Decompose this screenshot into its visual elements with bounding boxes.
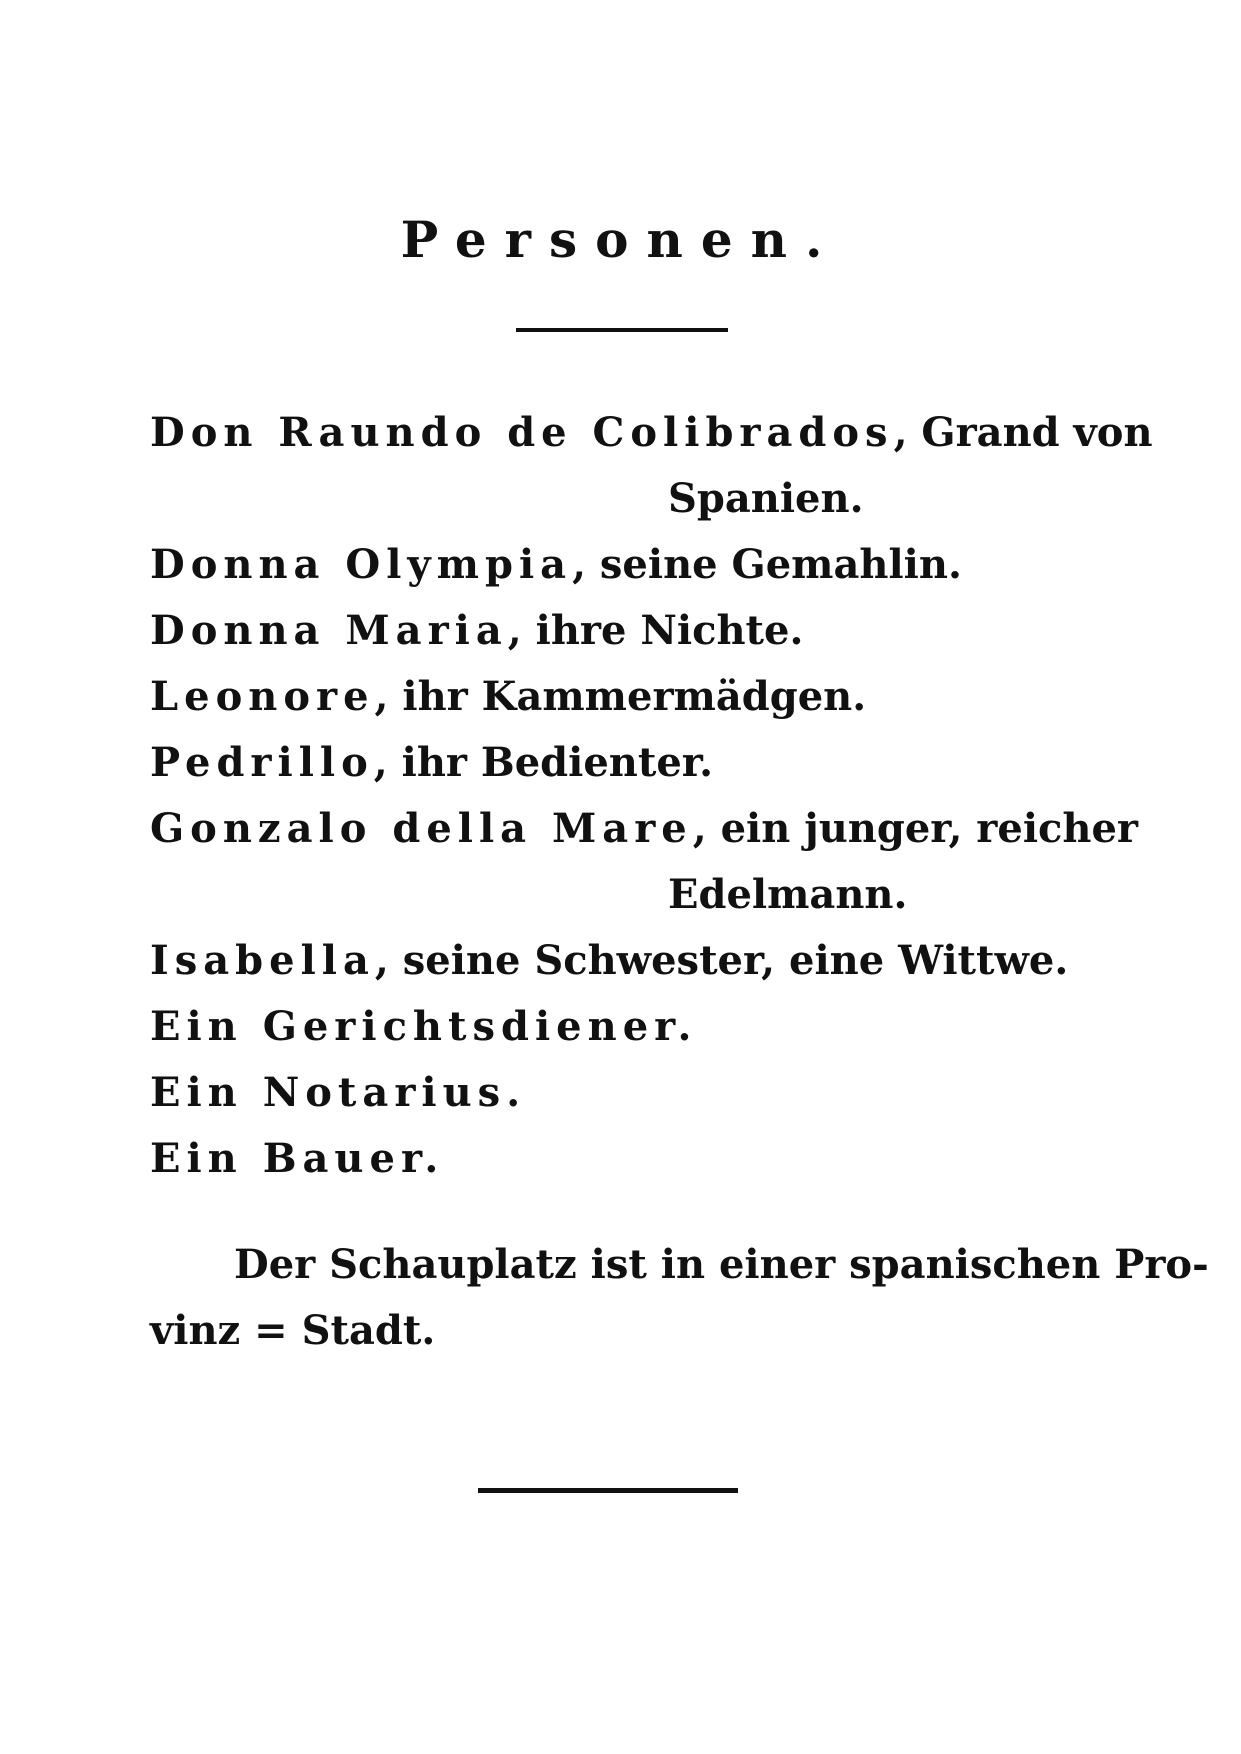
cast-entry	[150, 598, 1100, 664]
cast-entry-continuation	[150, 466, 1100, 532]
top-divider	[516, 328, 728, 332]
cast-description: , seine Gemahlin.	[572, 541, 962, 588]
cast-entry	[150, 664, 1100, 730]
cast-entry	[150, 928, 1100, 994]
cast-entry	[150, 532, 1100, 598]
page-title: Personen.	[400, 210, 841, 269]
setting-line: vinz = Stadt.	[150, 1307, 436, 1354]
cast-description: Spanien.	[668, 475, 864, 522]
cast-description: , ihre Nichte.	[507, 607, 804, 654]
setting-line: Der Schauplatz ist in einer spanischen Pro-	[234, 1241, 1209, 1288]
cast-entry-continuation	[150, 862, 1100, 928]
bottom-divider	[478, 1488, 738, 1493]
cast-entry	[150, 796, 1138, 862]
cast-description: , ihr Bedienter.	[373, 739, 714, 786]
cast-entry	[150, 1126, 1100, 1192]
cast-name: Leonore	[150, 673, 375, 720]
cast-name: Ein Notarius.	[150, 1069, 527, 1116]
setting-paragraph	[150, 1232, 1209, 1364]
cast-description: , seine Schwester, eine Wittwe.	[374, 937, 1069, 984]
cast-entry	[150, 1060, 1100, 1126]
cast-name: Ein Bauer.	[150, 1135, 445, 1182]
cast-name: Donna Maria	[150, 607, 508, 654]
cast-name: Gonzalo della Mare	[150, 805, 693, 852]
cast-entry	[150, 994, 1100, 1060]
cast-entry	[150, 730, 1100, 796]
cast-name: Donna Olympia	[150, 541, 573, 588]
cast-description: Edelmann.	[668, 871, 908, 918]
cast-description: , ihr Kammermädgen.	[374, 673, 867, 720]
cast-description: , ein junger, reicher	[692, 805, 1138, 852]
cast-entry	[150, 400, 1153, 466]
cast-name: Don Raundo de Colibrados	[150, 409, 894, 456]
cast-name: Ein Gerichtsdiener.	[150, 1003, 698, 1050]
cast-name: Isabella	[150, 937, 375, 984]
cast-list	[150, 400, 1153, 1192]
cast-description: , Grand von	[893, 409, 1153, 456]
cast-name: Pedrillo	[150, 739, 374, 786]
